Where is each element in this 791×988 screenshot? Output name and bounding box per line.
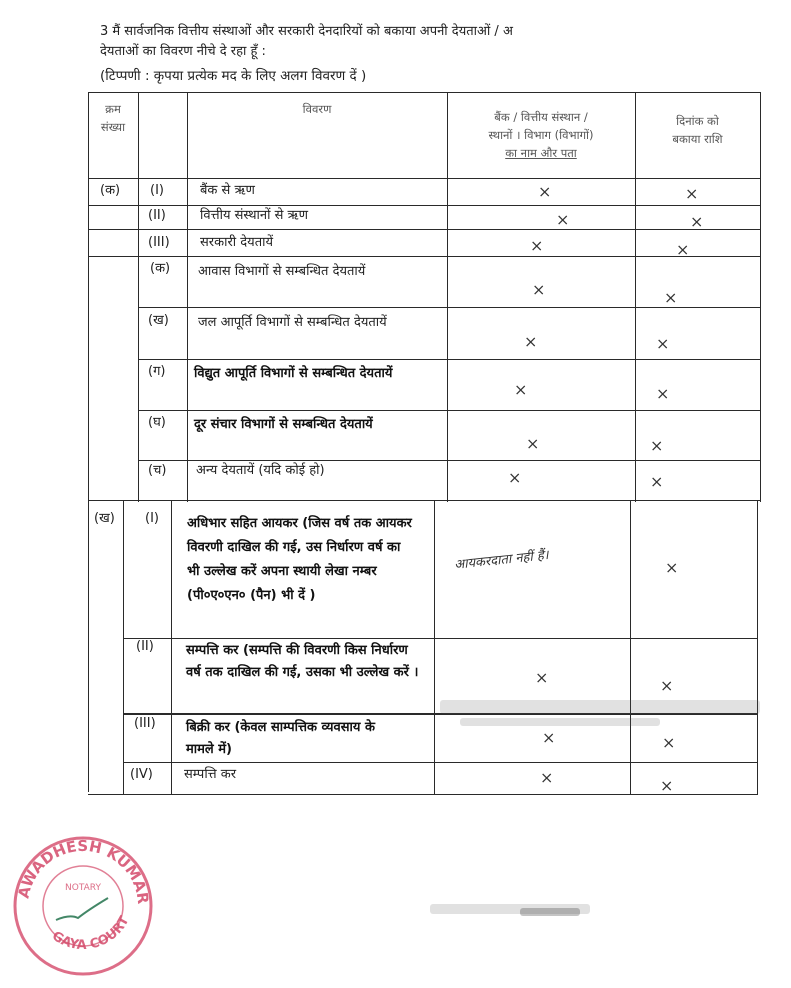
stamp-top-text: AWADHESH KUMAR bbox=[14, 836, 153, 905]
row-4-desc: आवास विभागों से सम्बन्धित देयतायें bbox=[198, 264, 366, 279]
row-9-inst-note: आयकरदाता नहीं हैं। bbox=[453, 547, 550, 573]
stamp-center-text: NOTARY bbox=[65, 883, 101, 893]
header-serial bbox=[88, 100, 138, 136]
row-4-sub: (क) bbox=[150, 261, 171, 276]
row-2-sub: (II) bbox=[148, 208, 166, 223]
row-7-inst-mark: × bbox=[526, 434, 540, 453]
row-11-desc: बिक्री कर (केवल साम्पत्तिक व्यवसाय के मामले में) bbox=[186, 720, 375, 757]
row-10-amt-mark: × bbox=[660, 676, 674, 695]
header-institution-line-1: बैंक / वित्तीय संस्थान / bbox=[494, 110, 588, 124]
row-10-inst-mark: × bbox=[535, 668, 549, 687]
header-amount bbox=[635, 112, 760, 148]
header-serial-line-1: क्रम bbox=[105, 102, 121, 116]
row-6-amt-mark: × bbox=[656, 384, 670, 403]
row-2-inst-mark: × bbox=[556, 210, 570, 229]
row-11-inst-mark: × bbox=[542, 728, 556, 747]
row-5-inst-mark: × bbox=[524, 332, 538, 351]
row-9-sub: (I) bbox=[145, 511, 159, 526]
header-serial-line-2: संख्या bbox=[100, 120, 126, 134]
row-1-group: (क) bbox=[100, 183, 121, 198]
intro-line-1: 3 मैं सार्वजनिक वित्तीय संस्थाओं और सरकारी देनदारियों को बकाया अपनी देयताओं / अ bbox=[100, 24, 513, 39]
row-2-desc: वित्तीय संस्थानों से ऋण bbox=[200, 208, 308, 223]
row-7-amt-mark: × bbox=[650, 436, 664, 455]
notary-stamp bbox=[8, 828, 158, 978]
row-1-desc: बैंक से ऋण bbox=[200, 183, 255, 198]
row-1-sub: (I) bbox=[150, 183, 164, 198]
header-institution-line-2: स्थानों । विभाग (विभागों) bbox=[488, 128, 594, 142]
row-3-inst-mark: × bbox=[530, 236, 544, 255]
row-7-desc: दूर संचार विभागों से सम्बन्धित देयतायें bbox=[194, 417, 373, 432]
row-4-inst-mark: × bbox=[532, 280, 546, 299]
row-1-inst-mark: × bbox=[538, 182, 552, 201]
row-10-sub: (II) bbox=[136, 639, 154, 654]
row-6-inst-mark: × bbox=[514, 380, 528, 399]
header-institution-line-3: का नाम और पता bbox=[505, 146, 577, 160]
row-6-desc: विद्युत आपूर्ति विभागों से सम्बन्धित देयतायें bbox=[194, 366, 393, 381]
intro-text bbox=[100, 22, 770, 86]
header-institution bbox=[447, 108, 635, 162]
row-2-amt-mark: × bbox=[690, 212, 704, 231]
intro-note: (टिप्पणी : कृपया प्रत्येक मद के लिए अलग विवरण दें ) bbox=[100, 68, 367, 84]
row-3-amt-mark: × bbox=[676, 240, 690, 259]
row-5-desc: जल आपूर्ति विभागों से सम्बन्धित देयतायें bbox=[198, 315, 387, 330]
row-3-desc: सरकारी देयतायें bbox=[200, 235, 274, 250]
row-8-amt-mark: × bbox=[650, 472, 664, 491]
row-9-amt-mark: × bbox=[665, 558, 679, 577]
row-4-amt-mark: × bbox=[664, 288, 678, 307]
header-amount-line-1: दिनांक को bbox=[676, 114, 719, 128]
row-12-inst-mark: × bbox=[540, 768, 554, 787]
row-3-sub: (III) bbox=[148, 235, 170, 250]
row-9-desc: अधिभार सहित आयकर (जिस वर्ष तक आयकर विवरणी दाखिल की गई, उस निर्धारण वर्ष का भी उल्लेख करें अपना स्थायी लेखा नम्बर (पी०ए०एन० (पैन) भी दें ) bbox=[187, 516, 412, 603]
row-12-sub: (IV) bbox=[130, 767, 153, 782]
row-5-sub: (ख) bbox=[148, 313, 169, 328]
header-amount-line-2: बकाया राशि bbox=[672, 132, 723, 146]
row-10-desc: सम्पत्ति कर (सम्पत्ति की विवरणी किस निर्धारण वर्ष तक दाखिल की गई, उसका भी उल्लेख करें । bbox=[186, 643, 419, 680]
row-8-inst-mark: × bbox=[508, 468, 522, 487]
stamp-bottom-text: GAYA COURT bbox=[49, 913, 133, 954]
row-11-amt-mark: × bbox=[662, 733, 676, 752]
row-8-sub: (च) bbox=[148, 463, 167, 478]
row-5-amt-mark: × bbox=[656, 334, 670, 353]
row-12-amt-mark: × bbox=[660, 776, 674, 795]
header-description: विवरण bbox=[302, 102, 332, 116]
row-1-amt-mark: × bbox=[685, 184, 699, 203]
row-9-group: (ख) bbox=[94, 511, 115, 526]
row-12-desc: सम्पत्ति कर bbox=[184, 767, 237, 782]
row-7-sub: (घ) bbox=[148, 415, 166, 430]
intro-line-2: देयताओं का विवरण नीचे दे रहा हूँ : bbox=[100, 44, 266, 59]
row-8-desc: अन्य देयतायें (यदि कोई हो) bbox=[196, 463, 325, 478]
row-6-sub: (ग) bbox=[148, 364, 166, 379]
row-11-sub: (III) bbox=[134, 716, 156, 731]
